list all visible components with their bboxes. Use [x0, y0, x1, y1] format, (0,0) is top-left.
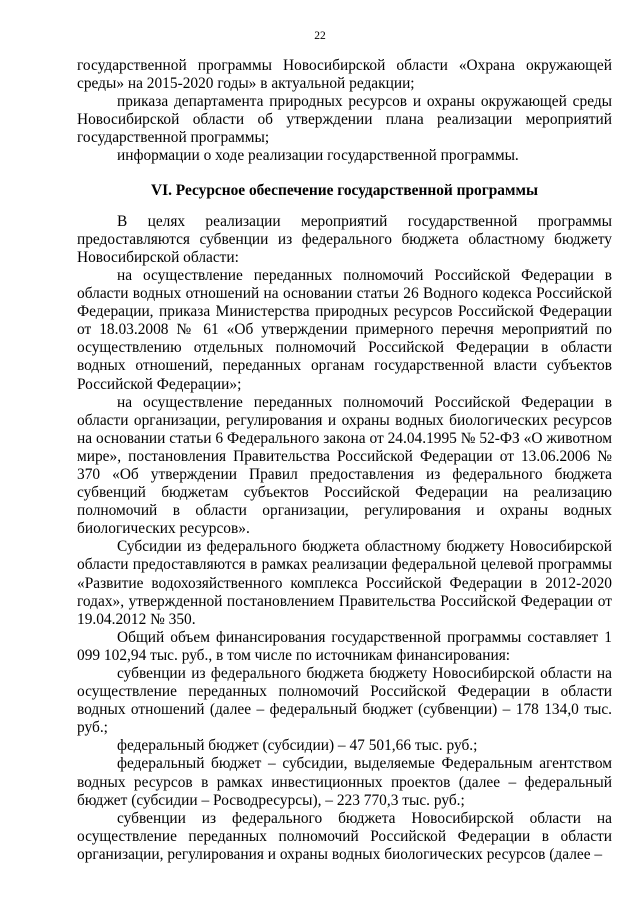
paragraph: Субсидии из федерального бюджета областному бюджету Новосибирской области предоставляются в рамках реализации федеральной целевой программы «Развитие водохозяйственного комплекса Российской Федерации в 2012-2020 годах», утвержденной постановлением Правительства Российской Федерации от 19.04.2012 № 350.: [77, 538, 612, 628]
paragraph: на осуществление переданных полномочий Российской Федерации в области водных отношений на основании статьи 26 Водного кодекса Российской Федерации, приказа Министерства природных ресурсов Российской Федерации от 18.03.2008 № 61 «Об утверждении примерного перечня мероприятий по осуществлению отдельных полномочий Российской Федерации в области водных отношений, переданных органам государственной власти субъектов Российской Федерации»;: [77, 266, 612, 393]
paragraph: субвенции из федерального бюджета Новосибирской области на осуществление переданных полномочий Российской Федерации в области организации, регулирования и охраны водных биологических ресурсов (далее –: [77, 809, 612, 863]
paragraph: на осуществление переданных полномочий Российской Федерации в области организации, регулирования и охраны водных биологических ресурсов на основании статьи 6 Федерального закона от 24.04.1995 № 52-ФЗ «О животном мире», постановления Правительства Российской Федерации от 13.06.2006 № 370 «Об утверждении Правил предоставления из федерального бюджета субвенций бюджетам субъектов Российской Федерации на реализацию полномочий в области организации, регулирования и охраны водных биологических ресурсов».: [77, 393, 612, 538]
paragraph-continuation: государственной программы Новосибирской области «Охрана окружающей среды» на 2015-2020 годы» в актуальной редакции;: [77, 57, 612, 93]
paragraph: В целях реализации мероприятий государственной программы предоставляются субвенции из федерального бюджета областному бюджету Новосибирской области:: [77, 212, 612, 266]
paragraph: информации о ходе реализации государственной программы.: [117, 147, 519, 165]
paragraph: федеральный бюджет – субсидии, выделяемые Федеральным агентством водных ресурсов в рамках инвестиционных проектов (далее – федеральный бюджет (субсидии – Росводресурсы), – 223 770,3 тыс. руб.;: [77, 755, 612, 809]
paragraph: субвенции из федерального бюджета бюджету Новосибирской области на осуществление переданных полномочий Российской Федерации в области водных отношений (далее – федеральный бюджет (субвенции) – 178 134,0 тыс. руб.;: [77, 665, 612, 737]
paragraph: федеральный бюджет (субсидии) – 47 501,66 тыс. руб.;: [117, 737, 478, 755]
paragraph: приказа департамента природных ресурсов и охраны окружающей среды Новосибирской области об утверждении плана реализации мероприятий государственной программы;: [77, 93, 612, 147]
page-number: 22: [314, 30, 326, 42]
document-body: [77, 57, 612, 864]
section-title: VI. Ресурсное обеспечение государственной программы: [151, 181, 538, 199]
paragraph: Общий объем финансирования государственной программы составляет 1 099 102,94 тыс. руб., в том числе по источникам финансирования:: [77, 628, 612, 664]
